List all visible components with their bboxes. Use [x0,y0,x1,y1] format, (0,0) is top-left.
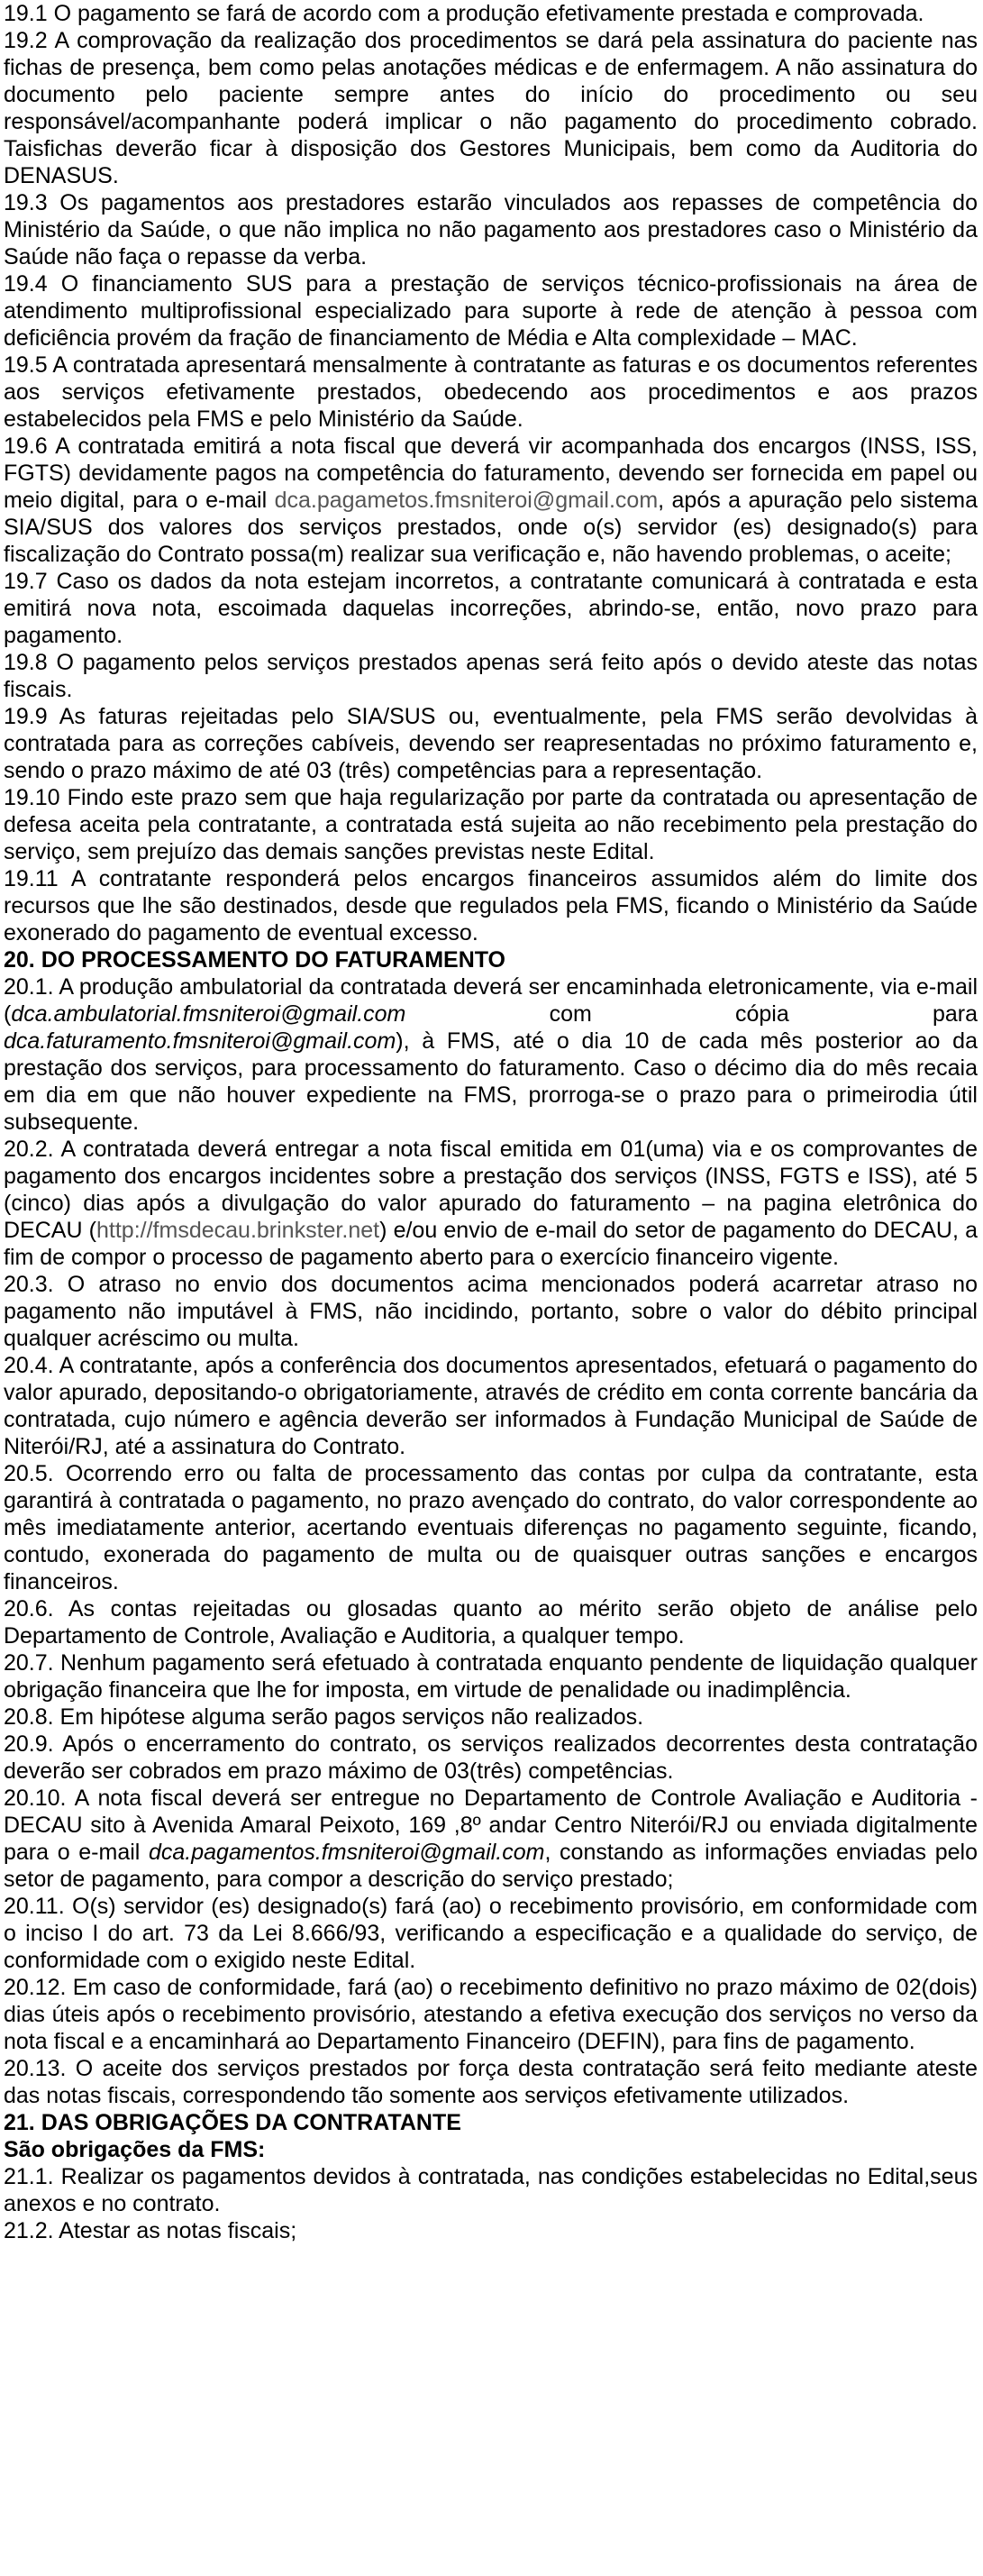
paragraph-19-3: 19.3 Os pagamentos aos prestadores estarão vinculados aos repasses de competência do Ministério da Saúde, o que não implica no não pagamento aos prestadores caso o Ministério da Saúde não faça o repasse da verba. [4,190,978,269]
paragraph-20-11: 20.11. O(s) servidor (es) designado(s) fará (ao) o recebimento provisório, em conformidade com o inciso I do art. 73 da Lei 8.666/93, verificando a especificação e a qualidade do serviço, de conformidade com o exigido neste Edital. [4,1894,978,1973]
paragraph-20-12: 20.12. Em caso de conformidade, fará (ao) o recebimento definitivo no prazo máximo de 02(dois) dias úteis após o recebimento provisório, atestando a efetiva execução dos serviços no verso da nota fiscal e a encaminhará ao Departamento Financeiro (DEFIN), para fins de pagamento. [4,1975,978,2054]
paragraph-20-8: 20.8. Em hipótese alguma serão pagos serviços não realizados. [4,1704,644,1730]
paragraph-19-6: 19.6 A contratada emitirá a nota fiscal que deverá vir acompanhada dos encargos (INSS, ISS, FGTS) devidamente pagos na competência do faturamento, devendo ser fornecida em papel ou meio digital, para o e-mail dca.pagametos.fmsniteroi@gmail.com, após a apuração pelo sistema SIA/SUS dos valores dos serviços prestados, onde o(s) servidor (es) designado(s) para fiscalização do Contrato possa(m) realizar sua verificação e, não havendo problemas, o aceite; [4,434,978,567]
paragraph-19-4: 19.4 O financiamento SUS para a prestação de serviços técnico-profissionais na área de atendimento multiprofissional especializado para suporte à rede de atenção à pessoa com deficiência provém da fração de financiamento de Média e Alta complexidade – MAC. [4,271,978,351]
paragraph-20-5: 20.5. Ocorrendo erro ou falta de processamento das contas por culpa da contratante, esta garantirá à contratada o pagamento, no prazo avençado do contrato, do valor correspondente ao mês imediatamente anterior, acertando eventuais diferenças no pagamento seguinte, ficando, contudo, exonerada do pagamento de multa ou de quaisquer outras sanções e encargos financeiros. [4,1461,978,1594]
paragraph-20-7: 20.7. Nenhum pagamento será efetuado à contratada enquanto pendente de liquidação qualquer obrigação financeira que lhe for imposta, em virtude de penalidade ou inadimplência. [4,1650,978,1703]
paragraph-21-1: 21.1. Realizar os pagamentos devidos à contratada, nas condições estabelecidas no Edital,seus anexos e no contrato. [4,2164,978,2216]
decau-url-link[interactable]: http://fmsdecau.brinkster.net [96,1218,380,1243]
section-heading-21: 21. DAS OBRIGAÇÕES DA CONTRATANTE [4,2110,461,2135]
paragraph-20-3: 20.3. O atraso no envio dos documentos acima mencionados poderá acarretar atraso no pagamento não imputável à FMS, não incidindo, portanto, sobre o valor do débito principal qualquer acréscimo ou multa. [4,1272,978,1351]
email-pagamentos: dca.pagamentos.fmsniteroi@gmail.com [149,1840,545,1865]
paragraph-21-2: 21.2. Atestar as notas fiscais; [4,2218,297,2243]
email-ambulatorial: dca.ambulatorial.fmsniteroi@gmail.com [11,1001,406,1027]
paragraph-19-9: 19.9 As faturas rejeitadas pelo SIA/SUS ou, eventualmente, pela FMS serão devolvidas à contratada para as correções cabíveis, devendo ser reapresentadas no próximo faturamento e, sendo o prazo máximo de até 03 (três) competências para a representação. [4,704,978,783]
paragraph-19-5: 19.5 A contratada apresentará mensalmente à contratante as faturas e os documentos referentes aos serviços efetivamente prestados, obedecendo aos procedimentos e aos prazos estabelecidos pela FMS e pelo Ministério da Saúde. [4,352,978,432]
section-heading-20: 20. DO PROCESSAMENTO DO FATURAMENTO [4,947,506,973]
paragraph-19-8: 19.8 O pagamento pelos serviços prestados apenas será feito após o devido ateste das notas fiscais. [4,650,978,702]
paragraph-20-6: 20.6. As contas rejeitadas ou glosadas quanto ao mérito serão objeto de análise pelo Departamento de Controle, Avaliação e Auditoria, a qualquer tempo. [4,1596,978,1649]
paragraph-20-9: 20.9. Após o encerramento do contrato, os serviços realizados decorrentes desta contratação deverão ser cobrados em prazo máximo de 03(três) competências. [4,1731,978,1784]
paragraph-19-1: 19.1 O pagamento se fará de acordo com a produção efetivamente prestada e comprovada. [4,1,924,26]
paragraph-20-1: 20.1. A produção ambulatorial da contratada deverá ser encaminhada eletronicamente, via e-mail (dca.ambulatorial.fmsniteroi@gmail.com com cópia para dca.faturamento.fmsniteroi@gmail.com), à FMS, até o dia 10 de cada mês posterior ao da prestação dos serviços, para processamento do faturamento. Caso o décimo dia do mês recaia em dia em que não houver expediente na FMS, prorroga-se o prazo para o primeirodia útil subsequente. [4,974,978,1135]
paragraph-19-2: 19.2 A comprovação da realização dos procedimentos se dará pela assinatura do paciente nas fichas de presença, bem como pelas anotações médicas e de enfermagem. A não assinatura do documento pelo paciente sempre antes do início do procedimento ou seu responsável/acompanhante poderá implicar o não pagamento do procedimento cobrado. Taisfichas deverão ficar à disposição dos Gestores Municipais, bem como da Auditoria do DENASUS. [4,28,978,188]
email-link-pagametos[interactable]: dca.pagametos.fmsniteroi@gmail.com [274,488,659,513]
paragraph-20-13: 20.13. O aceite dos serviços prestados por força desta contratação será feito mediante ateste das notas fiscais, correspondendo tão somente aos serviços efetivamente utilizados. [4,2056,978,2108]
paragraph-20-4: 20.4. A contratante, após a conferência dos documentos apresentados, efetuará o pagamento do valor apurado, depositando-o obrigatoriamente, através de crédito em conta corrente bancária da contratada, cujo número e agência deverão ser informados à Fundação Municipal de Saúde de Niterói/RJ, até a assinatura do Contrato. [4,1353,978,1459]
paragraph-19-11: 19.11 A contratante responderá pelos encargos financeiros assumidos além do limite dos recursos que lhe são destinados, desde que regulados pela FMS, ficando o Ministério da Saúde exonerado do pagamento de eventual excesso. [4,866,978,945]
paragraph-19-7: 19.7 Caso os dados da nota estejam incorretos, a contratante comunicará à contratada e esta emitirá nova nota, escoimada daquelas incorreções, abrindo-se, então, novo prazo para pagamento. [4,569,978,648]
paragraph-20-2: 20.2. A contratada deverá entregar a nota fiscal emitida em 01(uma) via e os comprovantes de pagamento dos encargos incidentes sobre a prestação dos serviços (INSS, FGTS e ISS), até 5 (cinco) dias após a divulgação do valor apurado do faturamento – na pagina eletrônica do DECAU (http://fmsdecau.brinkster.net) e/ou envio de e-mail do setor de pagamento do DECAU, a fim de compor o processo de pagamento aberto para o exercício financeiro vigente. [4,1137,978,1270]
paragraph-20-10: 20.10. A nota fiscal deverá ser entregue no Departamento de Controle Avaliação e Auditoria - DECAU sito à Avenida Amaral Peixoto, 169 ,8º andar Centro Niterói/RJ ou enviada digitalmente para o e-mail dca.pagamentos.fmsniteroi@gmail.com, constando as informações enviadas pelo setor de pagamento, para compor a descrição do serviço prestado; [4,1786,978,1892]
subheading-obligations: São obrigações da FMS: [4,2137,266,2162]
paragraph-19-10: 19.10 Findo este prazo sem que haja regularização por parte da contratada ou apresentação de defesa aceita pela contratante, a contratada está sujeita ao não recebimento pela prestação do serviço, sem prejuízo das demais sanções previstas neste Edital. [4,785,978,864]
email-faturamento: dca.faturamento.fmsniteroi@gmail.com [4,1028,396,1054]
